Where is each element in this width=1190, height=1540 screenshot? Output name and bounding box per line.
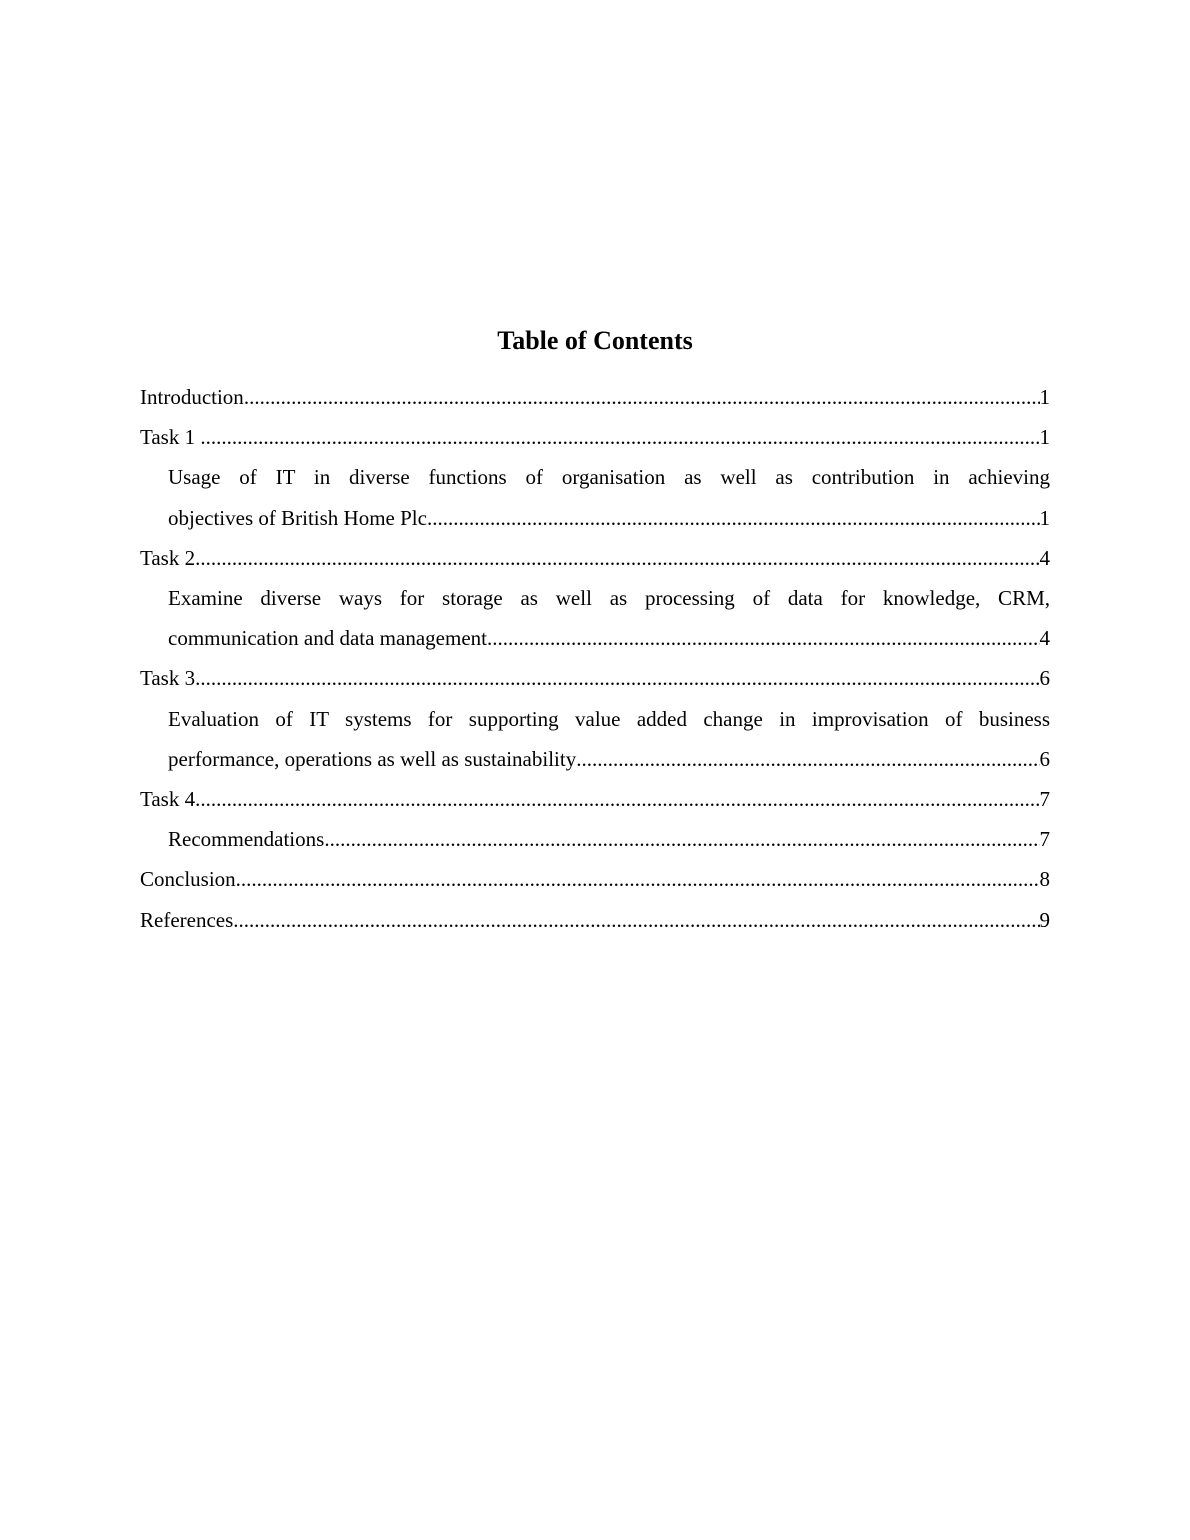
toc-leader-dots [195,658,1039,698]
toc-page-number: 4 [1039,545,1050,570]
toc-entry-task-1[interactable] [140,417,1050,457]
table-of-contents [140,377,1050,940]
toc-title: Table of Contents [497,326,693,355]
toc-page-number: 1 [1039,385,1050,409]
toc-page-number: 1 [1039,505,1050,530]
toc-page-number: 6 [1039,746,1050,771]
toc-page-number: 7 [1039,787,1050,812]
toc-page-number: 8 [1039,867,1050,892]
toc-entry-first-line: Evaluation of IT systems for supporting value added change in improvisation of business [168,706,1050,731]
toc-leader-dots [244,377,1040,417]
toc-leader-dots [195,538,1039,578]
toc-entry-conclusion[interactable] [140,859,1050,899]
toc-leader-dots [233,900,1039,940]
toc-page-number: 6 [1039,666,1050,691]
toc-entry-text: Task 3 [140,666,196,691]
toc-entry-references[interactable] [140,900,1050,940]
toc-entry-text: Introduction [140,385,244,409]
toc-entry-text: objectives of British Home Plc [168,505,427,530]
toc-entry-usage-of-it[interactable] [168,457,1050,537]
toc-entry-text: Task 2 [140,545,196,570]
toc-page-number: 7 [1039,827,1050,852]
toc-page-number: 9 [1039,907,1050,932]
toc-leader-dots [427,498,1040,538]
toc-entry-text: performance, operations as well as sustainability [168,746,577,771]
toc-entry-evaluation-it-systems[interactable] [168,699,1050,779]
toc-leader-dots [576,739,1039,779]
toc-entry-first-line: Examine diverse ways for storage as well as processing of data for knowledge, CRM, [168,586,1050,611]
toc-page-number: 4 [1039,626,1050,651]
toc-entry-recommendations[interactable] [168,819,1050,859]
toc-entry-text: communication and data management [168,626,487,651]
toc-entry-introduction[interactable] [140,377,1050,417]
toc-leader-dots [200,417,1039,457]
toc-leader-dots [236,859,1040,899]
toc-leader-dots [324,819,1039,859]
toc-entry-text: Task 4 [140,787,196,812]
toc-entry-text: References [140,907,234,932]
toc-entry-text: Conclusion [140,867,236,892]
toc-entry-task-4[interactable] [140,779,1050,819]
toc-entry-task-2[interactable] [140,538,1050,578]
toc-leader-dots [195,779,1039,819]
toc-entry-text: Recommendations [168,827,325,852]
toc-entry-first-line: Usage of IT in diverse functions of organisation as well as contribution in achieving [168,465,1050,490]
toc-entry-task-3[interactable] [140,658,1050,698]
toc-leader-dots [487,618,1040,658]
toc-entry-text: Task 1 [140,425,201,450]
toc-page-number: 1 [1039,425,1050,450]
toc-entry-examine-storage[interactable] [168,578,1050,658]
